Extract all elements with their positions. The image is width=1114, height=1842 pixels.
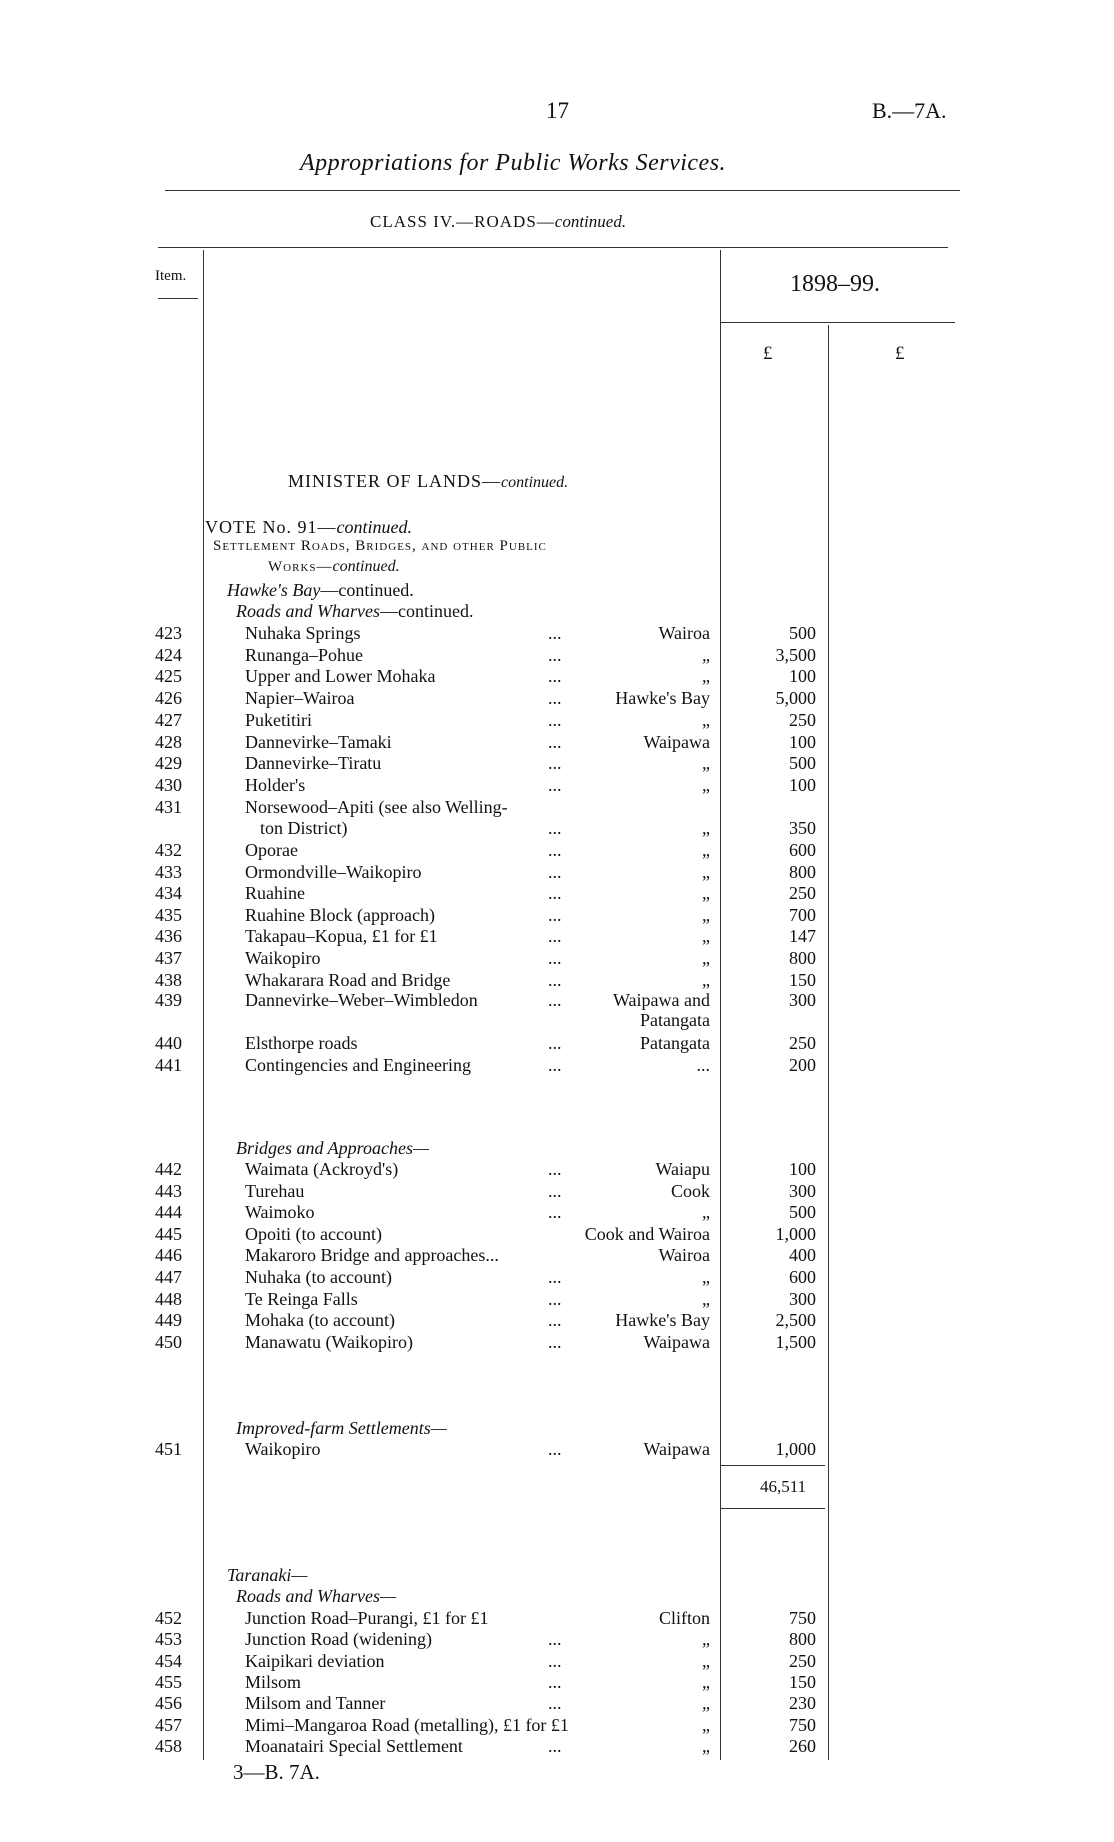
- cell-no: 425: [155, 666, 182, 687]
- cell-amt: 700: [789, 904, 816, 925]
- settlement-heading-2: Works—continued.: [268, 558, 400, 575]
- cell-no: 440: [155, 1033, 182, 1053]
- rule-item-head: [158, 298, 198, 299]
- cell-dist: Waipawa: [643, 731, 710, 752]
- table-row: [0, 1629, 1114, 1651]
- table-row: [0, 1202, 1114, 1224]
- table-row: [0, 1267, 1114, 1289]
- cell-amt: 147: [789, 926, 816, 947]
- cell-dist: Waiapu: [655, 1159, 710, 1179]
- rule-table-top: [158, 247, 948, 248]
- cell-amt: 750: [789, 1714, 816, 1735]
- cell-amt: 300: [789, 1180, 816, 1201]
- cell-dots: ...: [548, 1650, 562, 1671]
- cell-desc: Holder's: [245, 774, 306, 795]
- cell-dots: ...: [548, 1735, 562, 1756]
- cell-no: 452: [155, 1608, 182, 1628]
- table-row: [0, 1715, 1114, 1737]
- cell-amt: 200: [789, 1054, 816, 1075]
- cell-no: 456: [155, 1693, 182, 1714]
- table-row: [0, 883, 1114, 905]
- table-row: 439 Dannevirke–Weber–Wimbledon ... Waipawa and 300: [155, 990, 816, 1010]
- cell-no: 428: [155, 731, 182, 752]
- cell-dist: „: [702, 774, 710, 795]
- table-row: [0, 905, 1114, 927]
- cell-no: 438: [155, 969, 182, 990]
- cell-desc: Milsom and Tanner: [245, 1693, 386, 1714]
- table-row: [0, 1310, 1114, 1332]
- cell-amt: 1,000: [775, 1223, 816, 1244]
- cell-no: 430: [155, 774, 182, 795]
- cell-desc: Oporae: [245, 840, 298, 860]
- table-row: [0, 1289, 1114, 1311]
- cell-desc: Makaroro Bridge and approaches...: [245, 1245, 499, 1266]
- cell-dist: „: [702, 1650, 710, 1671]
- cell-dots: ...: [548, 1054, 562, 1075]
- cell-dist: „: [702, 709, 710, 730]
- cell-dots: ...: [548, 948, 562, 968]
- cell-no: 437: [155, 948, 182, 968]
- cell-no: 423: [155, 623, 182, 643]
- cell-no: 445: [155, 1223, 182, 1244]
- cell-amt: 250: [789, 883, 816, 904]
- cell-dist: „: [702, 666, 710, 687]
- cell-no: 453: [155, 1629, 182, 1650]
- cell-amt: 300: [789, 1288, 816, 1309]
- table-row: [0, 1672, 1114, 1694]
- cell-no: 424: [155, 644, 182, 665]
- table-row: [0, 753, 1114, 775]
- table-row: [0, 645, 1114, 667]
- table-row-continuation: Patangata: [640, 1010, 710, 1030]
- cell-dist: „: [702, 1629, 710, 1650]
- table-row: ton District) ... „ 350: [260, 818, 816, 838]
- cell-desc: Moanatairi Special Settlement: [245, 1735, 463, 1756]
- cell-desc: Mimi–Mangaroa Road (metalling), £1 for £1: [245, 1714, 569, 1735]
- cell-no: 454: [155, 1650, 182, 1671]
- cell-amt: 400: [789, 1245, 816, 1266]
- cell-dots: ...: [548, 644, 562, 665]
- cell-amt: 230: [789, 1693, 816, 1714]
- cell-desc: Waikopiro: [245, 948, 321, 968]
- cell-dots: ...: [548, 861, 562, 882]
- cell-no: 447: [155, 1267, 182, 1287]
- table-row: [0, 1332, 1114, 1354]
- cell-desc: Te Reinga Falls: [245, 1288, 358, 1309]
- cell-dist: „: [702, 904, 710, 925]
- section-roads-wharves: Roads and Wharves—continued.: [236, 601, 474, 621]
- pound-sign-2: £: [895, 343, 905, 364]
- cell-amt: 1,500: [775, 1331, 816, 1352]
- cell-no: 426: [155, 688, 182, 709]
- cell-amt: 800: [789, 948, 816, 968]
- cell-dist: Hawke's Bay: [615, 1310, 710, 1331]
- cell-dist: Waipawa: [643, 1439, 710, 1459]
- rule-year: [720, 322, 955, 323]
- cell-no: 455: [155, 1671, 182, 1692]
- cell-no: 449: [155, 1310, 182, 1331]
- table-row: 431 Norsewood–Apiti (see also Welling-: [155, 797, 508, 817]
- cell-amt: 1,000: [775, 1439, 816, 1459]
- section-roads-wharves-taranaki: Roads and Wharves—: [236, 1586, 396, 1606]
- cell-amt: 250: [789, 1033, 816, 1053]
- cell-desc: Runanga–Pohue: [245, 644, 363, 665]
- section-bridges: Bridges and Approaches—: [236, 1138, 429, 1158]
- cell-dots: ...: [548, 1310, 562, 1331]
- cell-dots: ...: [548, 666, 562, 687]
- table-row: [0, 1736, 1114, 1758]
- table-row: [0, 775, 1114, 797]
- table-row: [0, 970, 1114, 992]
- cell-no: 433: [155, 861, 182, 882]
- cell-desc: Opoiti (to account): [245, 1223, 382, 1244]
- cell-desc: Dannevirke–Tiratu: [245, 753, 382, 774]
- table-row: [0, 926, 1114, 948]
- vote-heading: VOTE No. 91—continued.: [205, 517, 412, 537]
- table-row: [0, 688, 1114, 710]
- cell-dist: „: [702, 969, 710, 990]
- cell-desc: Contingencies and Engineering: [245, 1054, 471, 1075]
- cell-no: 450: [155, 1331, 182, 1352]
- cell-dist: „: [702, 1693, 710, 1714]
- table-row: [0, 623, 1114, 645]
- cell-dist: „: [702, 1288, 710, 1309]
- cell-dots: ...: [548, 709, 562, 730]
- cell-dots: ...: [548, 688, 562, 709]
- cell-dots: ...: [548, 926, 562, 947]
- cell-dist: „: [702, 644, 710, 665]
- cell-desc: Junction Road–Purangi, £1 for £1: [245, 1608, 489, 1628]
- cell-dist: „: [702, 883, 710, 904]
- cell-desc: Nuhaka Springs: [245, 623, 361, 643]
- cell-no: 458: [155, 1735, 182, 1756]
- cell-dist: Waipawa: [643, 1331, 710, 1352]
- page-title: Appropriations for Public Works Services.: [300, 150, 727, 176]
- vote-total: 46,511: [760, 1477, 807, 1496]
- cell-amt: 250: [789, 1650, 816, 1671]
- cell-dots: ...: [548, 1033, 562, 1053]
- cell-amt: 600: [789, 1267, 816, 1287]
- cell-dist: Clifton: [658, 1608, 710, 1628]
- cell-desc: Ruahine Block (approach): [245, 904, 435, 925]
- cell-amt: 150: [789, 969, 816, 990]
- cell-dist: Hawke's Bay: [615, 688, 710, 709]
- table-row: [0, 1033, 1114, 1055]
- cell-dist: „: [702, 1267, 710, 1287]
- cell-desc: Waimoko: [245, 1202, 315, 1223]
- cell-desc: Turehau: [245, 1180, 305, 1201]
- cell-amt: 800: [789, 1629, 816, 1650]
- cell-dist: „: [702, 861, 710, 882]
- signature-mark: 3—B. 7A.: [233, 1760, 320, 1784]
- cell-dots: ...: [548, 1439, 562, 1459]
- cell-dots: ...: [548, 1331, 562, 1352]
- cell-desc: Waimata (Ackroyd's): [245, 1159, 399, 1179]
- cell-dist: „: [702, 753, 710, 774]
- table-row: [0, 732, 1114, 754]
- cell-dist: „: [702, 1671, 710, 1692]
- cell-desc: Puketitiri: [245, 709, 312, 730]
- cell-desc: Kaipikari deviation: [245, 1650, 385, 1671]
- table-row: [0, 862, 1114, 884]
- cell-no: 442: [155, 1159, 182, 1179]
- class-heading: CLASS IV.—ROADS—continued.: [370, 212, 627, 231]
- cell-dist: „: [702, 1202, 710, 1223]
- cell-amt: 100: [789, 1159, 816, 1179]
- cell-no: 448: [155, 1288, 182, 1309]
- table-row: [0, 1224, 1114, 1246]
- cell-no: 457: [155, 1714, 182, 1735]
- cell-amt: 3,500: [775, 644, 816, 665]
- cell-desc: Manawatu (Waikopiro): [245, 1331, 413, 1352]
- table-row: [0, 1651, 1114, 1673]
- region-taranaki: Taranaki—: [227, 1565, 308, 1585]
- cell-amt: 500: [789, 1202, 816, 1223]
- cell-no: 435: [155, 904, 182, 925]
- section-improved-farm: Improved-farm Settlements—: [236, 1418, 447, 1438]
- cell-dots: ...: [548, 623, 562, 643]
- table-row: [0, 710, 1114, 732]
- cell-dist: Patangata: [640, 1033, 710, 1053]
- cell-desc: Upper and Lower Mohaka: [245, 666, 436, 687]
- page-reference: B.—7A.: [872, 98, 947, 123]
- table-row: [0, 1181, 1114, 1203]
- cell-no: 443: [155, 1180, 182, 1201]
- cell-dist: „: [702, 926, 710, 947]
- cell-dots: ...: [548, 1693, 562, 1714]
- cell-no: 441: [155, 1054, 182, 1075]
- cell-dist: Cook: [670, 1180, 710, 1201]
- cell-amt: 500: [789, 753, 816, 774]
- table-row: [0, 1159, 1114, 1181]
- cell-no: 436: [155, 926, 182, 947]
- cell-desc: Junction Road (widening): [245, 1629, 432, 1650]
- cell-dots: ...: [548, 1267, 562, 1287]
- cell-dots: ...: [548, 1629, 562, 1650]
- cell-dots: ...: [548, 969, 562, 990]
- cell-dots: ...: [548, 753, 562, 774]
- table-row: [0, 1693, 1114, 1715]
- table-row: [0, 948, 1114, 970]
- cell-dots: ...: [548, 883, 562, 904]
- cell-desc: Nuhaka (to account): [245, 1267, 392, 1287]
- cell-dist: „: [702, 1714, 710, 1735]
- cell-dots: ...: [548, 774, 562, 795]
- cell-desc: Milsom: [245, 1671, 302, 1692]
- column-item-header: Item.: [155, 268, 187, 284]
- cell-no: 444: [155, 1202, 182, 1223]
- cell-dots: ...: [548, 731, 562, 752]
- cell-dist: „: [702, 840, 710, 860]
- cell-dots: ...: [548, 1202, 562, 1223]
- cell-dist: Wairoa: [658, 1245, 710, 1266]
- settlement-heading-1: Settlement Roads, Bridges, and other Public: [213, 538, 547, 554]
- cell-dots: ...: [548, 1288, 562, 1309]
- cell-amt: 260: [789, 1735, 816, 1756]
- cell-desc: Mohaka (to account): [245, 1310, 395, 1331]
- cell-dots: ...: [548, 904, 562, 925]
- cell-no: 427: [155, 709, 182, 730]
- cell-amt: 600: [789, 840, 816, 860]
- column-year-header: 1898–99.: [790, 271, 880, 297]
- cell-no: 432: [155, 840, 182, 860]
- cell-no: 429: [155, 753, 182, 774]
- region-hawkes-bay: Hawke's Bay—continued.: [227, 580, 414, 600]
- cell-amt: 800: [789, 861, 816, 882]
- minister-heading: MINISTER OF LANDS—continued.: [288, 471, 569, 491]
- cell-desc: Elsthorpe roads: [245, 1033, 358, 1053]
- cell-desc: Napier–Wairoa: [245, 688, 355, 709]
- cell-desc: Waikopiro: [245, 1439, 321, 1459]
- cell-desc: Takapau–Kopua, £1 for £1: [245, 926, 438, 947]
- cell-amt: 500: [789, 623, 816, 643]
- cell-no: 446: [155, 1245, 182, 1266]
- cell-amt: 5,000: [775, 688, 816, 709]
- cell-amt: 750: [789, 1608, 816, 1628]
- cell-amt: 2,500: [775, 1310, 816, 1331]
- cell-amt: 150: [789, 1671, 816, 1692]
- cell-desc: Ormondville–Waikopiro: [245, 861, 422, 882]
- table-row: [0, 1608, 1114, 1630]
- cell-desc: Whakarara Road and Bridge: [245, 969, 451, 990]
- table-row: [0, 840, 1114, 862]
- cell-dist: ...: [696, 1054, 710, 1075]
- table-row: [0, 666, 1114, 688]
- cell-dots: ...: [548, 840, 562, 860]
- cell-no: 434: [155, 883, 182, 904]
- rule-total-bottom: [720, 1508, 825, 1509]
- table-row: [0, 1245, 1114, 1267]
- table-row: [0, 1055, 1114, 1077]
- cell-amt: 100: [789, 731, 816, 752]
- cell-dots: ...: [548, 1180, 562, 1201]
- rule-total-top: [720, 1465, 825, 1466]
- table-row: [0, 1439, 1114, 1461]
- cell-amt: 100: [789, 774, 816, 795]
- cell-dist: Cook and Wairoa: [584, 1223, 710, 1244]
- cell-desc: Ruahine: [245, 883, 305, 904]
- cell-amt: 250: [789, 709, 816, 730]
- rule-title: [165, 190, 960, 191]
- cell-dots: ...: [548, 1671, 562, 1692]
- page-number: 17: [546, 98, 569, 123]
- cell-desc: Dannevirke–Tamaki: [245, 731, 392, 752]
- cell-amt: 100: [789, 666, 816, 687]
- cell-dist: „: [702, 948, 710, 968]
- pound-sign-1: £: [763, 343, 773, 364]
- cell-dist: „: [702, 1735, 710, 1756]
- cell-no: 451: [155, 1439, 182, 1459]
- cell-dist: Wairoa: [658, 623, 710, 643]
- cell-dots: ...: [548, 1159, 562, 1179]
